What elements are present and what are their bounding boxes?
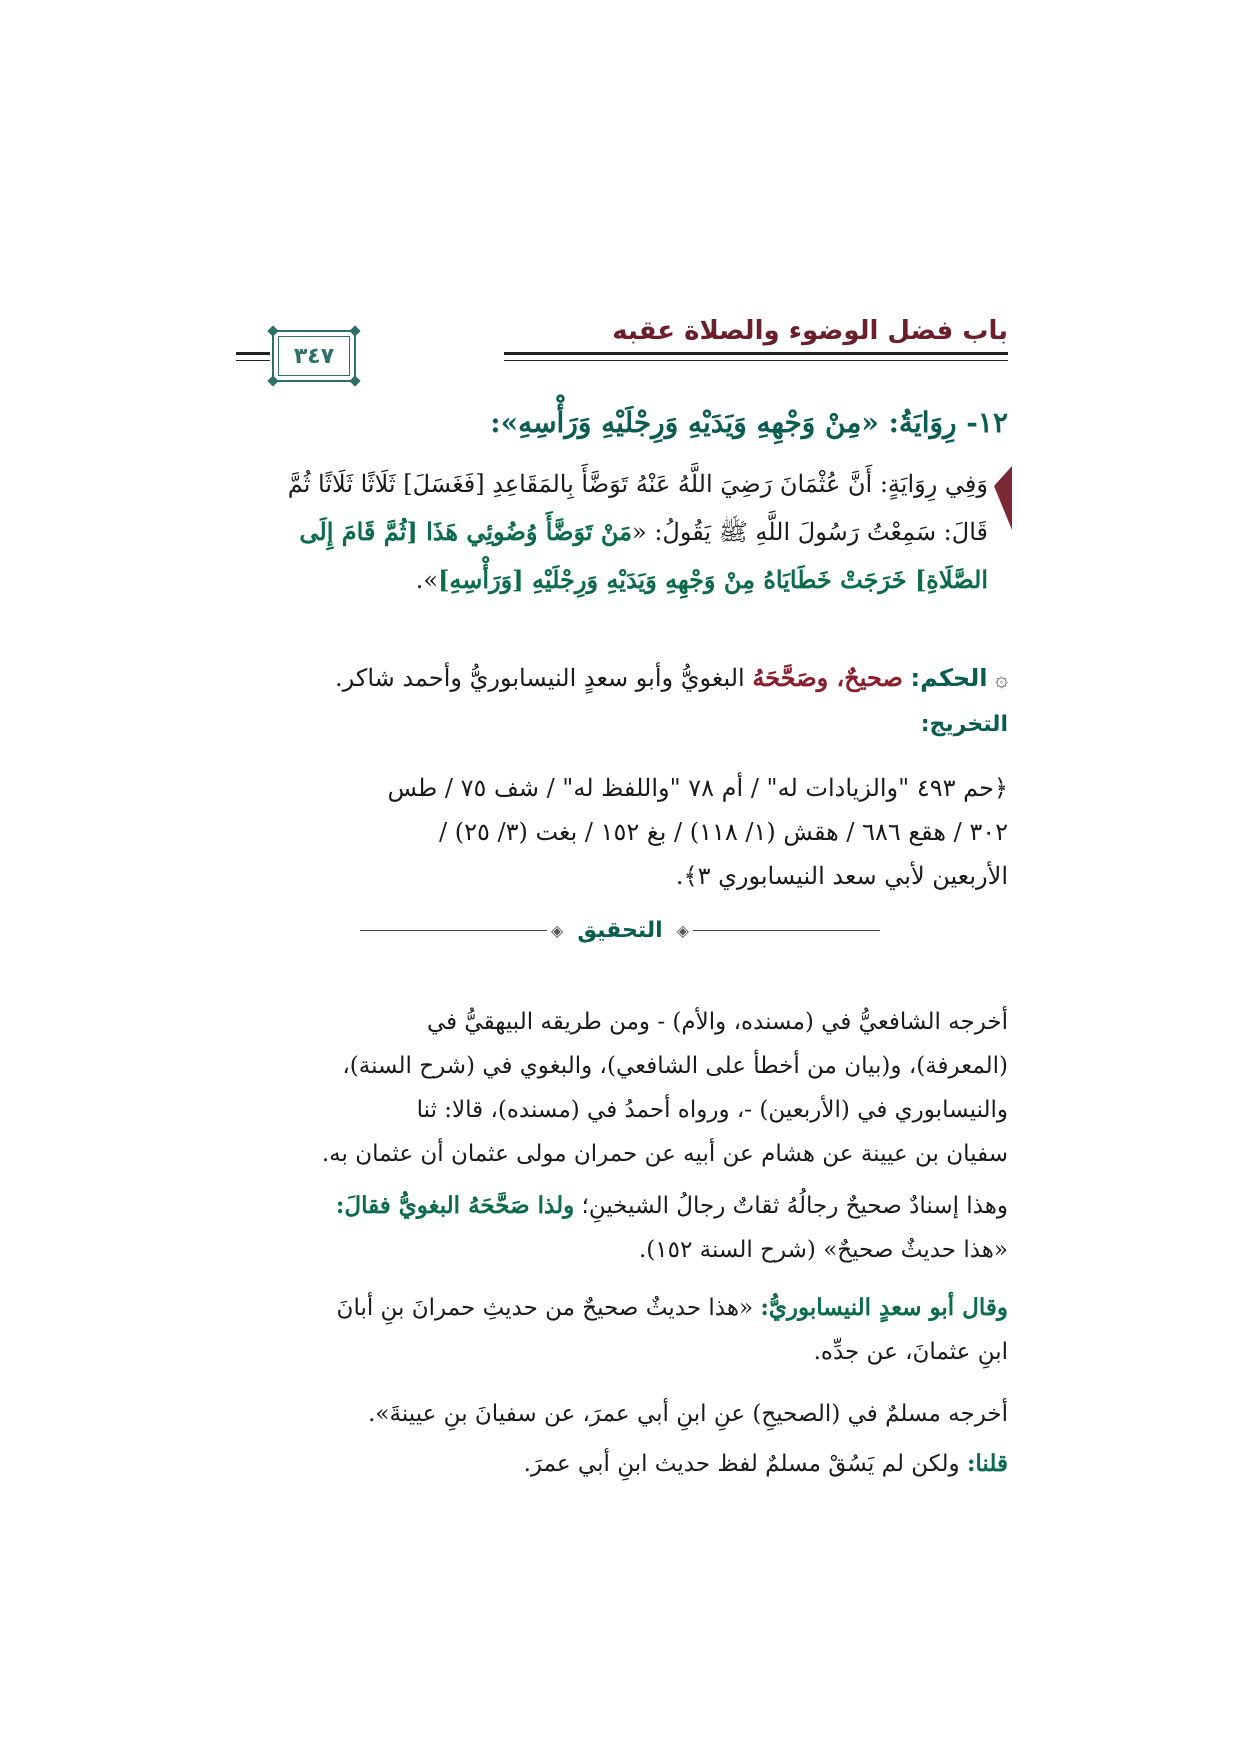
paragraph-1-line-3: والنيسابوري في (الأربعين) -، ورواه أحمدُ في (مسنده)، قالا: ثنا bbox=[416, 1097, 1008, 1123]
paragraph-1 bbox=[222, 1000, 1008, 1176]
verdict-line bbox=[222, 658, 1008, 700]
paragraph-5-highlight: قلنا: bbox=[966, 1450, 1008, 1477]
hadith-line-3-matn: الصَّلَاةِ] خَرَجَتْ خَطَايَاهُ مِنْ وَجْهِهِ وَيَدَيْهِ وَرِجْلَيْهِ [وَرَأْسِهِ] bbox=[438, 565, 988, 594]
takhrij-label: التخريج: bbox=[920, 712, 1008, 737]
chapter-title: باب فضل الوضوء والصلاة عقبه bbox=[612, 316, 1008, 346]
hadith-line-3-end: ». bbox=[415, 566, 439, 594]
divider-title: التحقيق bbox=[577, 917, 663, 943]
page-number: ٣٤٧ bbox=[293, 343, 335, 369]
paragraph-1-line-4: سفيان بن عيينة عن هشام عن أبيه عن حمران مولى عثمان أن عثمان به. bbox=[321, 1141, 1008, 1167]
hadith-line-2-matn: مَنْ تَوَضَّأَ وُضُوئِي هَذَا [ثُمَّ قَامَ إِلَى bbox=[299, 517, 633, 546]
verdict-rest: البغويُّ وأبو سعدٍ النيسابوريُّ وأحمد شاكر. bbox=[335, 664, 745, 692]
takhrij-line-2: ٣٠٢ / هقع ٦٨٦ / هقش (١/ ١١٨) / بغ ١٥٢ / بغت (٣/ ٢٥) / bbox=[438, 818, 1008, 846]
header-rule-bottom-right bbox=[504, 360, 1008, 361]
paragraph-5-plain: ولكن لم يَسُقْ مسلمٌ لفظ حديث ابنِ أبي عمرَ. bbox=[523, 1451, 960, 1477]
paragraph-3-line-1 bbox=[222, 1286, 1008, 1330]
takhrij-text bbox=[222, 766, 1008, 898]
verdict-value: صحيحٌ، وصَحَّحَهُ bbox=[752, 663, 903, 692]
paragraph-2-highlight: ولذا صَحَّحَهُ البغويُّ فقالَ: bbox=[335, 1192, 575, 1219]
header-rule-bottom-left bbox=[236, 360, 270, 361]
paragraph-3-line-2: ابنِ عثمانَ، عن جدِّه. bbox=[813, 1339, 1008, 1365]
page-number-frame bbox=[272, 330, 356, 382]
tahqiq-divider bbox=[360, 910, 880, 950]
divider-ornament-left-icon: ◈ bbox=[551, 920, 564, 940]
hadith-line-3 bbox=[222, 556, 988, 604]
hadith-marker bbox=[994, 466, 1012, 530]
header-rule-top-right bbox=[504, 352, 1008, 355]
paragraph-4: أخرجه مسلمٌ في (الصحيحِ) عنِ ابنِ أبي عمرَ، عن سفيانَ بنِ عيينةَ». bbox=[368, 1401, 1008, 1427]
takhrij-line-3: الأربعين لأبي سعد النيسابوري ٣﴾. bbox=[675, 862, 1008, 890]
verdict-ornament-icon: ۞ bbox=[995, 667, 1008, 692]
paragraph-1-line-2: (المعرفة)، و(بيان من أخطأ على الشافعي)، والبغوي في (شرح السنة)، bbox=[342, 1053, 1008, 1079]
section-heading: ١٢- رِوَايَةُ: «مِنْ وَجْهِهِ وَيَدَيْهِ وَرِجْلَيْهِ وَرَأْسِهِ»: bbox=[490, 406, 1008, 439]
paragraph-2-line-1 bbox=[222, 1184, 1008, 1228]
divider-ornament-right-icon: ◈ bbox=[676, 920, 689, 940]
paragraph-2 bbox=[222, 1184, 1008, 1272]
paragraph-3-highlight: وقال أبو سعدٍ النيسابوريُّ: bbox=[760, 1294, 1008, 1321]
hadith-line-2 bbox=[222, 508, 988, 556]
paragraph-2-line-2: «هذا حديثٌ صحيحٌ» (شرح السنة ١٥٢). bbox=[638, 1237, 1008, 1263]
header-rule-top-left bbox=[236, 352, 270, 355]
divider-line-right bbox=[693, 930, 880, 931]
verdict-label: الحكم: bbox=[910, 664, 988, 692]
paragraph-5 bbox=[242, 1442, 1008, 1486]
takhrij-line-1: ﴿حم ٤٩٣ "والزيادات له" / أم ٧٨ "واللفظ له" / شف ٧٥ / طس bbox=[387, 774, 1008, 802]
paragraph-1-line-1: أخرجه الشافعيُّ في (مسنده، والأم) - ومن طريقه البيهقيُّ في bbox=[426, 1009, 1008, 1035]
hadith-text bbox=[222, 460, 988, 604]
paragraph-3-plain: «هذا حديثٌ صحيحٌ من حديثِ حمرانَ بنِ أبانَ bbox=[336, 1295, 754, 1321]
divider-line-left bbox=[360, 930, 547, 931]
paragraph-3 bbox=[222, 1286, 1008, 1374]
paragraph-2-plain: وهذا إسنادٌ صحيحٌ رجالُهُ ثقاتٌ رجالُ الشيخينِ؛ bbox=[581, 1193, 1008, 1219]
hadith-line-2-plain: قَالَ: سَمِعْتُ رَسُولَ اللَّهِ ﷺ يَقُولُ: « bbox=[632, 518, 988, 546]
hadith-line-1: وَفِي رِوَايَةٍ: أَنَّ عُثْمَانَ رَضِيَ اللَّهُ عَنْهُ تَوَضَّأَ بِالمَقَاعِدِ [فَغَسَلَ] ثَلَاثًا ثَلَاثًا ثُمَّ bbox=[287, 470, 988, 498]
